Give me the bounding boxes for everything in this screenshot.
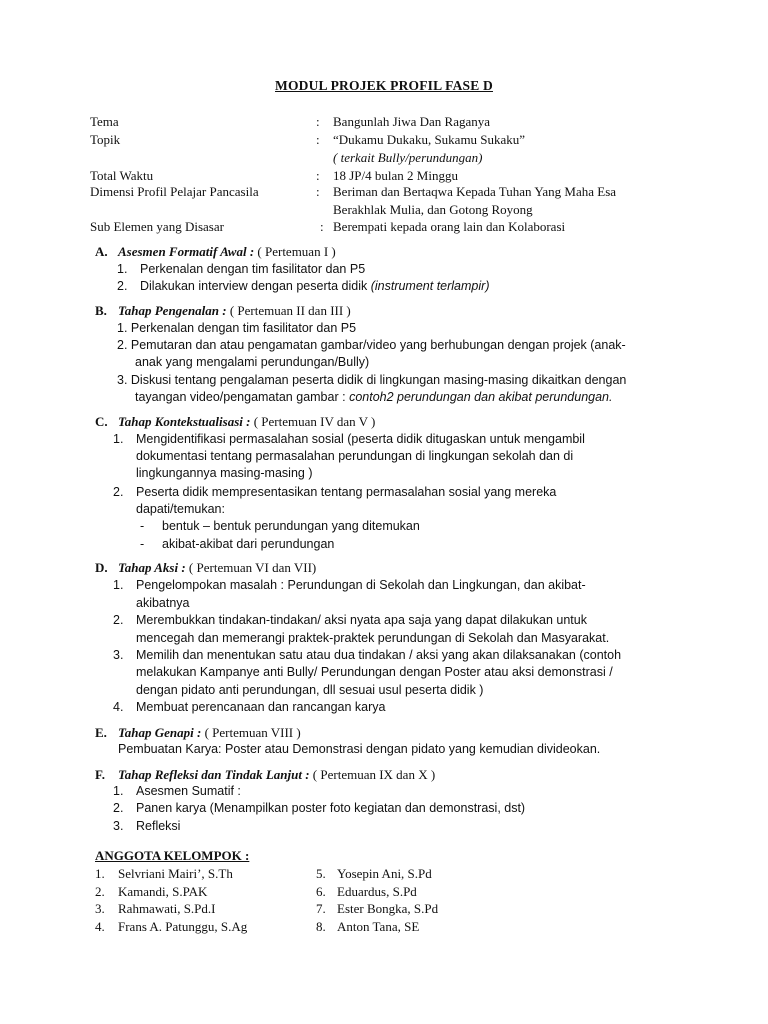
list-item: 1. Perkenalan dengan tim fasilitator dan P5 — [117, 321, 357, 335]
sub-item: akibat-akibat dari perundungan — [162, 537, 335, 551]
label-sub-elemen: Sub Elemen yang Disasar — [90, 219, 224, 234]
list-item: Dilakukan interview dengan peserta didik — [140, 279, 368, 293]
list-number: 1. — [113, 578, 124, 592]
member-number: 3. — [95, 901, 105, 916]
section-letter: C. — [95, 414, 108, 429]
group-heading: ANGGOTA KELOMPOK : — [95, 848, 250, 863]
list-number: 1. — [113, 784, 124, 798]
value-topik-note: ( terkait Bully/perundungan) — [333, 150, 483, 165]
member-number: 7. — [316, 901, 326, 916]
label-topik: Topik — [90, 132, 121, 147]
member-name: Yosepin Ani, S.Pd — [337, 866, 432, 881]
list-item: Asesmen Sumatif : — [136, 784, 241, 798]
list-item-cont: anak yang mengalami perundungan/Bully) — [135, 355, 370, 369]
list-item: 2. Pemutaran dan atau pengamatan gambar/video yang berhubungan dengan projek (anak- — [117, 338, 626, 352]
list-number: 2. — [113, 801, 124, 815]
list-number: 1. — [113, 432, 124, 446]
member-number: 2. — [95, 884, 105, 899]
list-item-cont: dokumentasi tentang permasalahan perundungan di lingkungan sekolah dan di — [136, 449, 574, 463]
list-item-cont: tayangan video/pengamatan gambar : — [135, 390, 346, 404]
section-meeting: ( Pertemuan IV dan V ) — [253, 414, 376, 429]
member-name: Frans A. Patunggu, S.Ag — [118, 919, 248, 934]
value-total-waktu: 18 JP/4 bulan 2 Minggu — [333, 168, 458, 183]
section-letter: B. — [95, 303, 107, 318]
dash-bullet: - — [140, 519, 145, 533]
sub-item: bentuk – bentuk perundungan yang ditemukan — [162, 519, 420, 533]
list-item-note: contoh2 perundungan dan akibat perundungan. — [349, 390, 613, 404]
list-item: Refleksi — [136, 819, 181, 833]
list-item-cont: mencegah dan memerangi praktek-praktek perundungan di Sekolah dan Masyarakat. — [136, 631, 610, 645]
colon: : — [316, 132, 320, 147]
label-total-waktu: Total Waktu — [90, 168, 154, 183]
colon: : — [316, 114, 320, 129]
list-item: Peserta didik mempresentasikan tentang permasalahan sosial yang mereka — [136, 485, 557, 499]
list-item: Panen karya (Menampilkan poster foto kegiatan dan demonstrasi, dst) — [136, 801, 526, 815]
list-item-note: (instrument terlampir) — [370, 279, 490, 293]
value-dimensi: Beriman dan Bertaqwa Kepada Tuhan Yang Maha Esa — [333, 184, 617, 199]
member-name: Rahmawati, S.Pd.I — [118, 901, 216, 916]
list-item: 3. Diskusi tentang pengalaman peserta didik di lingkungan masing-masing dikaitkan dengan — [117, 373, 627, 387]
section-title: Tahap Genapi : — [118, 725, 202, 740]
list-item: Merembukkan tindakan-tindakan/ aksi nyata apa saja yang dapat dilakukan untuk — [136, 613, 587, 627]
section-meeting: ( Pertemuan VIII ) — [204, 725, 301, 740]
list-item: Memilih dan menentukan satu atau dua tindakan / aksi yang akan dilaksanakan (contoh — [136, 648, 622, 662]
value-sub-elemen: Berempati kepada orang lain dan Kolaborasi — [333, 219, 566, 234]
member-name: Ester Bongka, S.Pd — [337, 901, 439, 916]
list-item-cont: dapati/temukan: — [136, 502, 225, 516]
section-title: Tahap Aksi : — [118, 560, 186, 575]
member-name: Kamandi, S.PAK — [118, 884, 208, 899]
section-letter: E. — [95, 725, 107, 740]
list-number: 3. — [113, 648, 124, 662]
list-item-cont: lingkungannya masing-masing ) — [136, 466, 313, 480]
member-number: 4. — [95, 919, 105, 934]
list-item: Membuat perencanaan dan rancangan karya — [136, 700, 386, 714]
list-item-cont: dengan pidato anti perundungan, dll sesuai usul peserta didik ) — [136, 683, 484, 697]
list-item-cont: melakukan Kampanye anti Bully/ Perundungan dengan Poster atau aksi demonstrasi / — [136, 665, 613, 679]
list-item: Perkenalan dengan tim fasilitator dan P5 — [140, 262, 366, 276]
colon: : — [316, 168, 320, 183]
section-title: Tahap Pengenalan : — [118, 303, 227, 318]
value-dimensi-2: Berakhlak Mulia, dan Gotong Royong — [333, 202, 533, 217]
member-number: 1. — [95, 866, 105, 881]
value-topik: “Dukamu Dukaku, Sukamu Sukaku” — [333, 132, 526, 147]
section-letter: D. — [95, 560, 108, 575]
dash-bullet: - — [140, 537, 145, 551]
list-number: 2. — [113, 613, 124, 627]
list-item: Mengidentifikasi permasalahan sosial (peserta didik ditugaskan untuk mengambil — [136, 432, 585, 446]
section-letter: F. — [95, 767, 105, 782]
member-number: 5. — [316, 866, 326, 881]
section-meeting: ( Pertemuan II dan III ) — [229, 303, 351, 318]
section-title: Asesmen Formatif Awal : — [118, 244, 255, 259]
document-title: MODUL PROJEK PROFIL FASE D — [275, 78, 493, 93]
value-tema: Bangunlah Jiwa Dan Raganya — [333, 114, 491, 129]
section-meeting: ( Pertemuan IX dan X ) — [312, 767, 436, 782]
colon: : — [320, 219, 324, 234]
list-number: 3. — [113, 819, 124, 833]
member-name: Selvriani Mairi’, S.Th — [118, 866, 233, 881]
list-item: Pengelompokan masalah : Perundungan di Sekolah dan Lingkungan, dan akibat- — [136, 578, 586, 592]
section-title: Tahap Kontekstualisasi : — [118, 414, 251, 429]
colon: : — [316, 184, 320, 199]
member-number: 8. — [316, 919, 326, 934]
list-number: 2. — [117, 279, 128, 293]
label-tema: Tema — [90, 114, 119, 129]
member-name: Eduardus, S.Pd — [337, 884, 417, 899]
list-number: 2. — [113, 485, 124, 499]
section-meeting: ( Pertemuan VI dan VII) — [188, 560, 317, 575]
list-item-cont: akibatnya — [136, 596, 190, 610]
label-dimensi: Dimensi Profil Pelajar Pancasila — [90, 184, 259, 199]
member-name: Anton Tana, SE — [337, 919, 420, 934]
section-title: Tahap Refleksi dan Tindak Lanjut : — [118, 767, 310, 782]
member-number: 6. — [316, 884, 326, 899]
section-letter: A. — [95, 244, 108, 259]
section-meeting: ( Pertemuan I ) — [257, 244, 336, 259]
section-text: Pembuatan Karya: Poster atau Demonstrasi dengan pidato yang kemudian divideokan. — [118, 742, 601, 756]
list-number: 4. — [113, 700, 124, 714]
list-number: 1. — [117, 262, 128, 276]
